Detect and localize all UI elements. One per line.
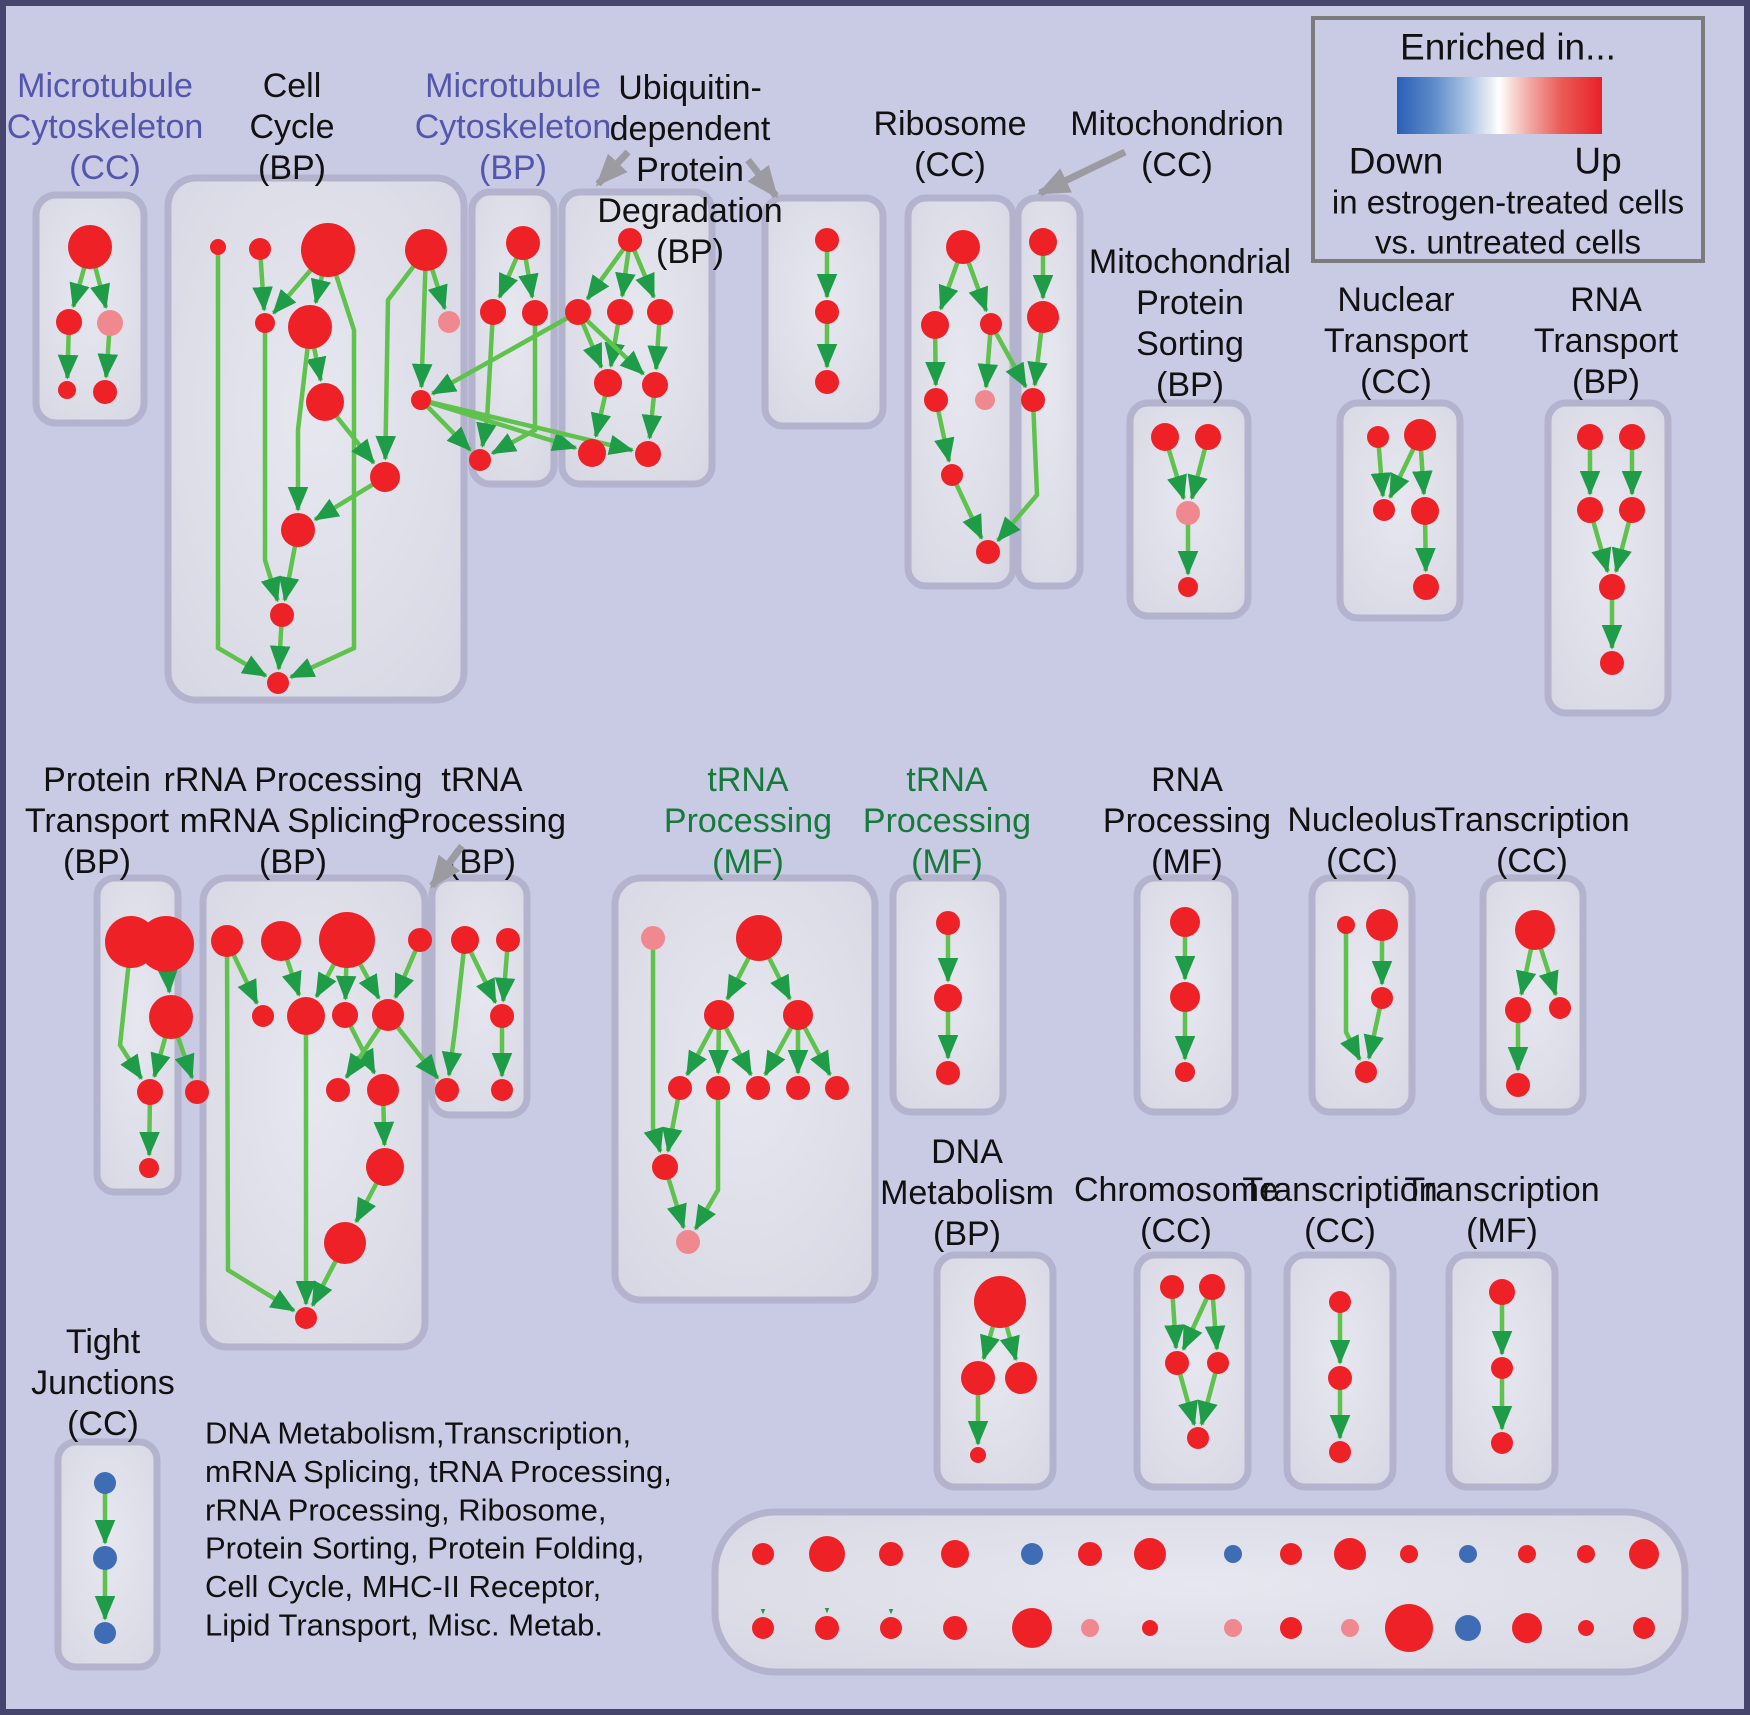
cluster-label-nuclear-transport: Transport: [1323, 322, 1469, 360]
legend-up-label: Up: [1574, 140, 1622, 182]
cluster-label-trna-processing-mf-1: Processing: [663, 802, 833, 840]
gene-node-red: [880, 1617, 902, 1639]
gene-node-red: [1400, 1545, 1418, 1563]
cluster-label-transcription-cc-bot: Transcription: [1242, 1171, 1438, 1209]
cluster-label-trna-processing-mf-1: tRNA: [707, 761, 789, 799]
cluster-label-chromosome: Chromosome: [1073, 1171, 1279, 1209]
gene-node-red: [1491, 1432, 1513, 1454]
legend-gradient-bar: [1397, 77, 1602, 134]
gene-node-red: [137, 1079, 163, 1105]
gene-node-red: [565, 299, 591, 325]
cluster-label-protein-transport: (BP): [63, 843, 131, 881]
cluster-label-mitochondrial-protein-sorting: (BP): [1156, 366, 1224, 404]
cluster-label-ubiquitin-degradation: Protein: [636, 151, 744, 189]
gene-node-red: [411, 390, 431, 410]
gene-node-red: [783, 1000, 813, 1030]
gene-node-red: [1599, 574, 1625, 600]
gene-node-red: [372, 999, 404, 1031]
cluster-label-ribosome: (CC): [914, 146, 986, 184]
gene-node-red: [138, 916, 194, 972]
gene-node-red: [1577, 424, 1603, 450]
cluster-label-dna-metabolism: DNA: [931, 1133, 1003, 1171]
gene-node-red: [825, 1076, 849, 1100]
gene-node-red: [491, 1079, 513, 1101]
cluster-label-nucleolus: (CC): [1326, 842, 1398, 880]
gene-node-red: [480, 299, 506, 325]
cluster-label-dna-metabolism: (BP): [933, 1215, 1001, 1253]
gene-node-red: [1012, 1608, 1052, 1648]
gene-node-red: [58, 381, 76, 399]
cluster-label-ribosome: Ribosome: [873, 105, 1027, 143]
gene-node-red: [1142, 1620, 1158, 1636]
gene-node-red: [1170, 907, 1200, 937]
gene-node-pink: [1081, 1619, 1099, 1637]
cluster-label-microtubule-bp: (BP): [479, 149, 547, 187]
gene-node-red: [1515, 910, 1555, 950]
gene-node-red: [941, 464, 963, 486]
gene-node-red: [1633, 1617, 1655, 1639]
cluster-label-trna-processing-mf-2: (MF): [911, 843, 983, 881]
gene-node-red: [941, 1540, 969, 1568]
gene-node-red: [522, 300, 548, 326]
cluster-label-rna-transport: Transport: [1533, 322, 1679, 360]
gene-node-red: [281, 513, 315, 547]
gene-node-red: [1404, 419, 1436, 451]
cluster-box-chromosome: [1137, 1255, 1248, 1487]
gene-node-red: [93, 380, 117, 404]
gene-node-red: [934, 984, 962, 1012]
cluster-label-transcription-mf: (MF): [1466, 1212, 1538, 1250]
gene-node-red: [435, 1078, 459, 1102]
note-line: DNA Metabolism,Transcription,: [205, 1415, 632, 1451]
gene-node-red: [924, 388, 948, 412]
gene-node-red: [1512, 1613, 1542, 1643]
gene-node-pink: [641, 926, 665, 950]
gene-node-red: [1629, 1539, 1659, 1569]
cluster-label-mitochondrial-protein-sorting: Mitochondrial: [1088, 243, 1292, 281]
gene-node-red: [1578, 1620, 1594, 1636]
cluster-label-rna-processing-mf: Processing: [1102, 802, 1272, 840]
legend-title: Enriched in...: [1400, 26, 1616, 68]
gene-node-red: [1411, 497, 1439, 525]
gene-node-red: [1549, 997, 1571, 1019]
gene-node-red: [1029, 228, 1057, 256]
gene-node-pink: [97, 310, 123, 336]
gene-node-blue: [1224, 1545, 1242, 1563]
gene-node-pink: [1341, 1619, 1359, 1637]
gene-node-red: [324, 1222, 366, 1264]
gene-node-red: [185, 1080, 209, 1104]
cluster-label-trna-processing-bp: Processing: [397, 802, 567, 840]
legend-down-label: Down: [1348, 140, 1444, 182]
gene-node-red: [647, 299, 673, 325]
cluster-label-trna-processing-bp: tRNA: [441, 761, 523, 799]
cluster-label-nuclear-transport: Nuclear: [1337, 281, 1455, 319]
gene-node-red: [301, 223, 355, 277]
cluster-label-ubiquitin-degradation: Degradation: [597, 192, 783, 230]
cluster-label-nucleolus: Nucleolus: [1287, 801, 1437, 839]
cluster-label-trna-processing-bp: (BP): [448, 843, 516, 881]
gene-node-red: [1280, 1543, 1302, 1565]
gene-node-red: [936, 911, 960, 935]
gene-node-red: [287, 997, 325, 1035]
gene-node-red: [943, 1616, 967, 1640]
gene-node-red: [1170, 982, 1200, 1012]
gene-node-red: [976, 540, 1000, 564]
gene-node-red: [1005, 1362, 1037, 1394]
gene-node-red: [961, 1361, 995, 1395]
gene-node-red: [706, 1076, 730, 1100]
gene-node-red: [1413, 574, 1439, 600]
cluster-label-ubiquitin-degradation: dependent: [609, 110, 771, 148]
gene-node-red: [668, 1076, 692, 1100]
gene-node-red: [1371, 987, 1393, 1009]
gene-node-red: [295, 1307, 317, 1329]
gene-node-red: [752, 1543, 774, 1565]
gene-node-red: [618, 228, 642, 252]
gene-node-red: [1187, 1427, 1209, 1449]
cluster-label-trna-processing-mf-2: tRNA: [906, 761, 988, 799]
gene-node-red: [1506, 1073, 1530, 1097]
cluster-label-protein-transport: Protein: [43, 761, 151, 799]
gene-node-red: [267, 672, 289, 694]
cluster-label-microtubule-cc: (CC): [69, 149, 141, 187]
gene-node-red: [1078, 1542, 1102, 1566]
gene-node-red: [211, 925, 243, 957]
gene-node-red: [288, 305, 332, 349]
gene-node-red: [1178, 577, 1198, 597]
cluster-box-bottom-summary: [715, 1512, 1685, 1672]
gene-node-pink: [438, 311, 460, 333]
cluster-label-mitochondrion: Mitochondrion: [1070, 105, 1284, 143]
legend-subtitle-line2: vs. untreated cells: [1375, 223, 1641, 261]
gene-node-red: [270, 603, 294, 627]
gene-node-pink: [975, 390, 995, 410]
gene-node-red: [261, 921, 301, 961]
gene-node-blue: [1021, 1543, 1043, 1565]
gene-node-red: [809, 1536, 845, 1572]
cluster-label-microtubule-bp: Cytoskeleton: [414, 108, 612, 146]
cluster-label-microtubule-cc: Microtubule: [17, 67, 193, 105]
cluster-label-tight-junctions: Tight: [65, 1323, 141, 1361]
gene-node-red: [1518, 1545, 1536, 1563]
gene-node-red: [1175, 1062, 1195, 1082]
gene-node-red: [921, 311, 949, 339]
gene-node-red: [1207, 1352, 1229, 1374]
gene-node-red: [815, 228, 839, 252]
gene-node-red: [736, 915, 782, 961]
cluster-label-protein-transport: Transport: [24, 802, 170, 840]
cluster-label-transcription-cc-bot: (CC): [1304, 1212, 1376, 1250]
gene-node-red: [815, 370, 839, 394]
gene-node-red: [1337, 916, 1355, 934]
gene-node-red: [815, 1616, 839, 1640]
gene-node-red: [366, 1148, 404, 1186]
gene-node-red: [704, 1000, 734, 1030]
gene-node-red: [332, 1002, 358, 1028]
cluster-label-cell-cycle: Cycle: [249, 108, 335, 146]
gene-node-red: [252, 1005, 274, 1027]
gene-node-red: [1334, 1538, 1366, 1570]
gene-node-red: [607, 299, 633, 325]
gene-node-red: [405, 229, 447, 271]
cluster-label-chromosome: (CC): [1140, 1212, 1212, 1250]
gene-node-red: [1355, 1061, 1377, 1083]
gene-node-red: [786, 1076, 810, 1100]
gene-node-red: [1600, 651, 1624, 675]
gene-node-red: [815, 300, 839, 324]
gene-node-red: [936, 1061, 960, 1085]
gene-node-red: [1329, 1291, 1351, 1313]
gene-node-red: [1165, 1351, 1189, 1375]
gene-node-red: [578, 439, 606, 467]
gene-node-red: [635, 441, 661, 467]
cluster-label-mitochondrial-protein-sorting: Protein: [1136, 284, 1244, 322]
gene-node-red: [1280, 1617, 1302, 1639]
cluster-label-rna-transport: (BP): [1572, 363, 1640, 401]
gene-node-blue: [1455, 1615, 1481, 1641]
gene-node-blue: [94, 1472, 116, 1494]
gene-node-red: [306, 383, 344, 421]
cluster-label-transcription-cc-mid: Transcription: [1434, 801, 1630, 839]
gene-node-blue: [93, 1546, 117, 1570]
cluster-label-rrna-mrna: rRNA Processing: [163, 761, 423, 799]
gene-node-blue: [94, 1622, 116, 1644]
gene-node-red: [367, 1074, 399, 1106]
gene-node-red: [1491, 1357, 1513, 1379]
gene-node-red: [319, 912, 375, 968]
gene-node-red: [1199, 1274, 1225, 1300]
gene-node-red: [210, 239, 226, 255]
gene-node-red: [980, 313, 1002, 335]
gene-node-red: [746, 1076, 770, 1100]
cluster-label-tight-junctions: Junctions: [31, 1364, 175, 1402]
cluster-label-microtubule-bp: Microtubule: [425, 67, 601, 105]
gene-node-red: [469, 449, 491, 471]
cluster-label-tight-junctions: (CC): [67, 1405, 139, 1443]
cluster-label-microtubule-cc: Cytoskeleton: [6, 108, 204, 146]
gene-node-pink: [1224, 1619, 1242, 1637]
cluster-label-rrna-mrna: mRNA Splicing: [179, 802, 407, 840]
cluster-label-mitochondrial-protein-sorting: Sorting: [1136, 325, 1244, 363]
cluster-box-nuclear-transport: [1340, 403, 1460, 618]
cluster-label-mitochondrion: (CC): [1141, 146, 1213, 184]
cluster-label-cell-cycle: Cell: [262, 67, 322, 105]
gene-node-pink: [676, 1230, 700, 1254]
cluster-label-nuclear-transport: (CC): [1360, 363, 1432, 401]
gene-node-red: [1134, 1538, 1166, 1570]
gene-node-red: [56, 309, 82, 335]
gene-node-red: [752, 1617, 774, 1639]
gene-node-red: [1505, 997, 1531, 1023]
gene-node-red: [1373, 499, 1395, 521]
gene-node-red: [1619, 424, 1645, 450]
gene-node-red: [506, 226, 540, 260]
cluster-label-dna-metabolism: Metabolism: [880, 1174, 1054, 1212]
gene-node-red: [1577, 1545, 1595, 1563]
gene-node-blue: [1459, 1545, 1477, 1563]
gene-node-red: [1160, 1275, 1184, 1299]
note-line: Lipid Transport, Misc. Metab.: [205, 1607, 603, 1643]
note-line: Cell Cycle, MHC-II Receptor,: [205, 1569, 602, 1605]
gene-node-red: [652, 1154, 678, 1180]
gene-node-red: [255, 313, 275, 333]
gene-node-pink: [1176, 501, 1200, 525]
cluster-label-rna-processing-mf: (MF): [1151, 843, 1223, 881]
gene-node-red: [594, 369, 622, 397]
gene-node-red: [1328, 1366, 1352, 1390]
gene-node-red: [1021, 388, 1045, 412]
gene-node-red: [149, 995, 193, 1039]
gene-node-red: [1577, 497, 1603, 523]
gene-node-red: [1366, 909, 1398, 941]
note-line: rRNA Processing, Ribosome,: [205, 1492, 607, 1528]
gene-node-red: [408, 928, 432, 952]
cluster-label-rrna-mrna: (BP): [259, 843, 327, 881]
gene-node-red: [974, 1276, 1026, 1328]
gene-node-red: [249, 238, 271, 260]
gene-node-red: [970, 1447, 986, 1463]
gene-node-red: [1619, 497, 1645, 523]
cluster-label-rna-processing-mf: RNA: [1151, 761, 1223, 799]
gene-node-red: [451, 926, 479, 954]
gene-node-red: [496, 928, 520, 952]
cluster-label-transcription-mf: Transcription: [1404, 1171, 1600, 1209]
gene-node-red: [879, 1542, 903, 1566]
cluster-label-trna-processing-mf-1: (MF): [712, 843, 784, 881]
gene-node-red: [1367, 426, 1389, 448]
cluster-label-trna-processing-mf-2: Processing: [862, 802, 1032, 840]
gene-node-red: [490, 1004, 514, 1028]
cluster-label-rna-transport: RNA: [1570, 281, 1642, 319]
note-line: Protein Sorting, Protein Folding,: [205, 1530, 645, 1566]
gene-node-red: [68, 225, 112, 269]
gene-node-red: [139, 1158, 159, 1178]
legend-subtitle-line1: in estrogen-treated cells: [1331, 183, 1685, 221]
gene-node-red: [1329, 1441, 1351, 1463]
gene-node-red: [370, 462, 400, 492]
gene-node-red: [1151, 423, 1179, 451]
gene-node-red: [642, 372, 668, 398]
gene-node-red: [946, 230, 980, 264]
cluster-label-ubiquitin-degradation: (BP): [656, 233, 724, 271]
cluster-label-cell-cycle: (BP): [258, 149, 326, 187]
cluster-label-ubiquitin-degradation: Ubiquitin-: [618, 69, 762, 107]
gene-node-red: [1385, 1604, 1433, 1652]
gene-node-red: [1489, 1279, 1515, 1305]
gene-node-red: [1027, 301, 1059, 333]
note-line: mRNA Splicing, tRNA Processing,: [205, 1453, 672, 1489]
gene-node-red: [1195, 424, 1221, 450]
cluster-label-transcription-cc-mid: (CC): [1496, 842, 1568, 880]
legend: [1313, 18, 1703, 261]
gene-node-red: [326, 1078, 350, 1102]
